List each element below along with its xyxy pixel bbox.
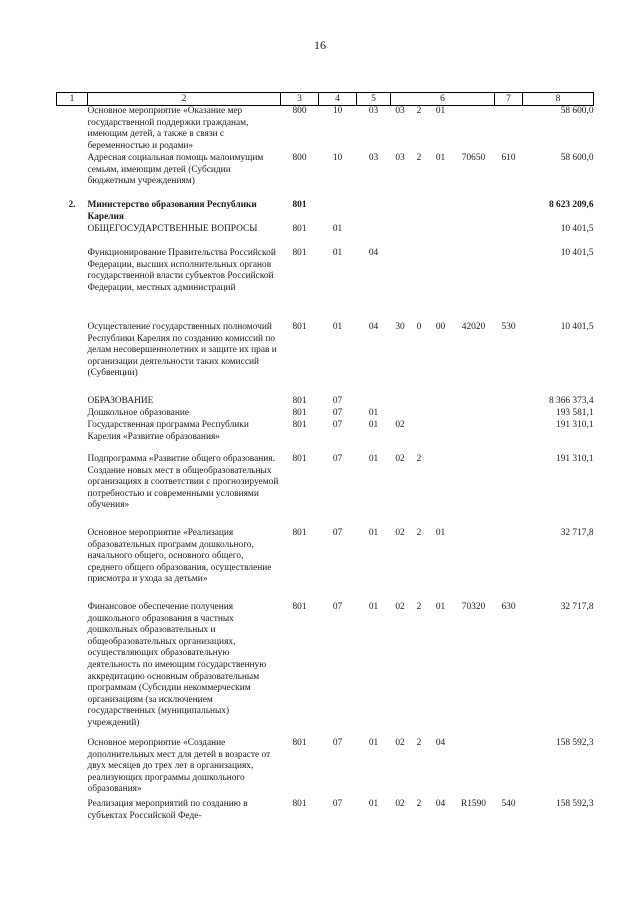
direction-code bbox=[453, 420, 495, 454]
program-code bbox=[391, 408, 410, 420]
expense-type-code bbox=[495, 738, 523, 799]
expense-type-code bbox=[495, 224, 523, 248]
event-code bbox=[429, 454, 453, 528]
amount: 8 623 209,6 bbox=[548, 200, 594, 210]
direction-code bbox=[453, 454, 495, 528]
subprogram-code: 2 bbox=[416, 602, 422, 612]
expense-type-code bbox=[495, 200, 523, 224]
amount: 10 401,5 bbox=[560, 224, 594, 234]
expense-type-code bbox=[495, 528, 523, 602]
row-name: ОБРАЗОВАНИЕ bbox=[87, 396, 154, 406]
subsection-code: 03 bbox=[368, 106, 379, 116]
table-row bbox=[57, 396, 594, 408]
subsection-code: 01 bbox=[368, 738, 379, 748]
program-code bbox=[391, 224, 410, 248]
column-header: 4 bbox=[319, 93, 357, 106]
ministry-code: 801 bbox=[292, 602, 307, 612]
expense-type-code bbox=[495, 454, 523, 528]
program-code: 02 bbox=[395, 454, 405, 464]
subprogram-code bbox=[410, 408, 429, 420]
ministry-code: 801 bbox=[292, 248, 307, 258]
expense-type-code: 610 bbox=[501, 153, 516, 163]
section-code: 01 bbox=[332, 248, 343, 258]
subsection-code bbox=[357, 396, 391, 408]
event-code: 01 bbox=[435, 602, 446, 612]
row-number bbox=[57, 153, 88, 200]
table-row bbox=[57, 528, 594, 602]
event-code bbox=[429, 200, 453, 224]
column-header: 5 bbox=[357, 93, 391, 106]
event-code: 04 bbox=[435, 738, 446, 748]
subsection-code bbox=[357, 224, 391, 248]
row-name: Основное мероприятие «Оказание мер государственной поддержки гражданам, имеющим детей, а также в связи с беременностью и родами» bbox=[87, 106, 249, 151]
event-code bbox=[429, 408, 453, 420]
row-name: Основное мероприятие «Реализация образовательных программ дошкольного, начального общего, основного общего, среднего общего образования, осуществление присмотра и ухода за детьми» bbox=[87, 528, 272, 585]
direction-code bbox=[453, 248, 495, 322]
row-number bbox=[57, 799, 88, 823]
subprogram-code: 2 bbox=[416, 799, 422, 809]
event-code: 01 bbox=[435, 528, 446, 538]
table-row bbox=[57, 322, 594, 396]
subsection-code: 03 bbox=[368, 153, 379, 163]
program-code bbox=[391, 200, 410, 224]
subsection-code: 01 bbox=[368, 602, 379, 612]
row-name: Дошкольное образование bbox=[87, 408, 190, 418]
subprogram-code: 2 bbox=[416, 106, 422, 116]
table-row bbox=[57, 799, 594, 823]
program-code: 30 bbox=[395, 322, 405, 332]
amount: 158 592,3 bbox=[556, 799, 594, 809]
row-name: Финансовое обеспечение получения дошкольного образования в частных дошкольных образовательных и общеобразовательных организациях, осуществляющих образовательную деятельность по имеющим государственную аккредитацию основным образовательным программам (Субсидии некоммерческим организациям (за исключением государственных (муниципальных) учреждений) bbox=[87, 602, 267, 728]
ministry-code: 801 bbox=[292, 396, 307, 406]
direction-code: 42020 bbox=[461, 322, 486, 332]
table-row bbox=[57, 420, 594, 454]
subprogram-code: 2 bbox=[416, 454, 422, 464]
row-number bbox=[57, 454, 88, 528]
row-name: Государственная программа Республики Карелия «Развитие образования» bbox=[87, 420, 249, 442]
amount: 32 717,8 bbox=[560, 528, 594, 538]
direction-code bbox=[453, 106, 495, 154]
table-body bbox=[57, 106, 594, 824]
direction-code bbox=[453, 738, 495, 799]
event-code: 04 bbox=[435, 799, 446, 809]
expense-type-code: 630 bbox=[501, 602, 516, 612]
amount: 191 310,1 bbox=[556, 454, 594, 464]
expense-type-code bbox=[495, 248, 523, 322]
direction-code: 70320 bbox=[461, 602, 486, 612]
direction-code bbox=[453, 200, 495, 224]
table-row bbox=[57, 200, 594, 224]
event-code: 01 bbox=[435, 153, 446, 163]
row-name: Реализация мероприятий по созданию в субъектах Российской Феде- bbox=[87, 799, 248, 821]
ministry-code: 801 bbox=[292, 322, 307, 332]
ministry-code: 800 bbox=[292, 106, 307, 116]
subprogram-code bbox=[410, 200, 429, 224]
direction-code: 70650 bbox=[461, 153, 486, 163]
row-number bbox=[57, 224, 88, 248]
ministry-code: 801 bbox=[292, 528, 307, 538]
program-code: 03 bbox=[395, 106, 405, 116]
table-row bbox=[57, 153, 594, 200]
section-code bbox=[319, 200, 357, 224]
amount: 191 310,1 bbox=[556, 420, 594, 430]
expense-type-code bbox=[495, 420, 523, 454]
amount: 32 717,8 bbox=[560, 602, 594, 612]
subprogram-code bbox=[410, 224, 429, 248]
section-code: 10 bbox=[332, 153, 343, 163]
subprogram-code: 0 bbox=[416, 322, 422, 332]
subsection-code: 04 bbox=[368, 322, 379, 332]
row-number bbox=[57, 420, 88, 454]
column-header: 2 bbox=[88, 93, 281, 106]
event-code bbox=[429, 248, 453, 322]
direction-code bbox=[453, 408, 495, 420]
subprogram-code: 2 bbox=[416, 528, 422, 538]
ministry-code: 801 bbox=[292, 420, 307, 430]
ministry-code: 800 bbox=[292, 153, 307, 163]
row-number bbox=[57, 528, 88, 602]
row-name: Адресная социальная помощь малоимущим семьям, имеющим детей (Субсидии бюджетным учреждениям) bbox=[87, 153, 264, 187]
column-header: 6 bbox=[391, 93, 495, 106]
row-number: 2. bbox=[68, 200, 76, 210]
column-header: 7 bbox=[495, 93, 523, 106]
row-number bbox=[57, 408, 88, 420]
ministry-code: 801 bbox=[292, 408, 307, 418]
table-row bbox=[57, 224, 594, 248]
program-code: 02 bbox=[395, 799, 405, 809]
program-code: 02 bbox=[395, 528, 405, 538]
table-row bbox=[57, 738, 594, 799]
row-name: Функционирование Правительства Российской Федерации, высших исполнительных органов государственной власти субъектов Российской Федерации, местных администраций bbox=[87, 248, 276, 293]
subsection-code: 01 bbox=[368, 408, 379, 418]
section-code: 07 bbox=[332, 454, 343, 464]
ministry-code: 801 bbox=[292, 738, 307, 748]
amount: 58 600,0 bbox=[560, 106, 594, 116]
section-code: 07 bbox=[332, 528, 343, 538]
program-code: 02 bbox=[395, 420, 405, 430]
budget-table bbox=[56, 92, 594, 823]
subprogram-code bbox=[410, 420, 429, 454]
direction-code bbox=[453, 528, 495, 602]
subprogram-code: 2 bbox=[416, 153, 422, 163]
row-number bbox=[57, 738, 88, 799]
column-header: 1 bbox=[57, 93, 88, 106]
expense-type-code bbox=[495, 106, 523, 154]
expense-type-code bbox=[495, 396, 523, 408]
subsection-code bbox=[357, 200, 391, 224]
table-row bbox=[57, 454, 594, 528]
row-name: Основное мероприятие «Создание дополнительных мест для детей в возрасте от двух месяцев до трех лет в организациях, реализующих программы дошкольного образования» bbox=[87, 738, 271, 795]
program-code: 02 bbox=[395, 602, 405, 612]
amount: 158 592,3 bbox=[556, 738, 594, 748]
row-name: Подпрограмма «Развитие общего образования. Создание новых мест в общеобразовательных организациях в соответствии с прогнозируемой потребностью и современными условиями обучения» bbox=[87, 454, 279, 511]
row-number bbox=[57, 396, 88, 408]
ministry-code: 801 bbox=[292, 224, 307, 234]
row-number bbox=[57, 602, 88, 738]
row-name: Осуществление государственных полномочий Республики Карелия по созданию комиссий по делам несовершеннолетних и защите их прав и организации деятельности таких комиссий (Субвенции) bbox=[87, 322, 277, 379]
section-code: 10 bbox=[332, 106, 343, 116]
table-row bbox=[57, 408, 594, 420]
event-code bbox=[429, 420, 453, 454]
subsection-code: 04 bbox=[368, 248, 379, 258]
program-code: 03 bbox=[395, 153, 405, 163]
direction-code bbox=[453, 396, 495, 408]
table-header-row bbox=[57, 93, 594, 106]
program-code: 02 bbox=[395, 738, 405, 748]
program-code bbox=[391, 396, 410, 408]
subsection-code: 01 bbox=[368, 420, 379, 430]
table-row bbox=[57, 602, 594, 738]
row-number bbox=[57, 322, 88, 396]
event-code bbox=[429, 224, 453, 248]
ministry-code: 801 bbox=[292, 200, 307, 210]
amount: 8 366 373,4 bbox=[548, 396, 594, 406]
section-code: 07 bbox=[332, 420, 343, 430]
section-code: 01 bbox=[332, 322, 343, 332]
event-code: 00 bbox=[435, 322, 446, 332]
row-number bbox=[57, 248, 88, 322]
subsection-code: 01 bbox=[368, 799, 379, 809]
subsection-code: 01 bbox=[368, 454, 379, 464]
subprogram-code: 2 bbox=[416, 738, 422, 748]
expense-type-code: 530 bbox=[501, 322, 516, 332]
direction-code: R1590 bbox=[460, 799, 486, 809]
amount: 193 581,1 bbox=[556, 408, 594, 418]
section-code: 07 bbox=[332, 738, 343, 748]
section-code: 07 bbox=[332, 396, 343, 406]
row-name: Министерство образования Республики Карелия bbox=[87, 200, 257, 222]
expense-type-code bbox=[495, 408, 523, 420]
section-code: 01 bbox=[332, 224, 343, 234]
event-code: 01 bbox=[435, 106, 446, 116]
table-row bbox=[57, 106, 594, 154]
section-code: 07 bbox=[332, 408, 343, 418]
table-row bbox=[57, 248, 594, 322]
expense-type-code: 540 bbox=[501, 799, 516, 809]
page-number: 16 bbox=[314, 38, 326, 52]
section-code: 07 bbox=[332, 602, 343, 612]
subsection-code: 01 bbox=[368, 528, 379, 538]
section-code: 07 bbox=[332, 799, 343, 809]
ministry-code: 801 bbox=[292, 799, 307, 809]
column-header: 3 bbox=[281, 93, 319, 106]
direction-code bbox=[453, 224, 495, 248]
program-code bbox=[391, 248, 410, 322]
amount: 10 401,5 bbox=[560, 322, 594, 332]
row-name: ОБЩЕГОСУДАРСТВЕННЫЕ ВОПРОСЫ bbox=[87, 224, 258, 234]
amount: 10 401,5 bbox=[560, 248, 594, 258]
column-header: 8 bbox=[523, 93, 594, 106]
subprogram-code bbox=[410, 248, 429, 322]
row-number bbox=[57, 106, 88, 154]
subprogram-code bbox=[410, 396, 429, 408]
ministry-code: 801 bbox=[292, 454, 307, 464]
amount: 58 600,0 bbox=[560, 153, 594, 163]
event-code bbox=[429, 396, 453, 408]
